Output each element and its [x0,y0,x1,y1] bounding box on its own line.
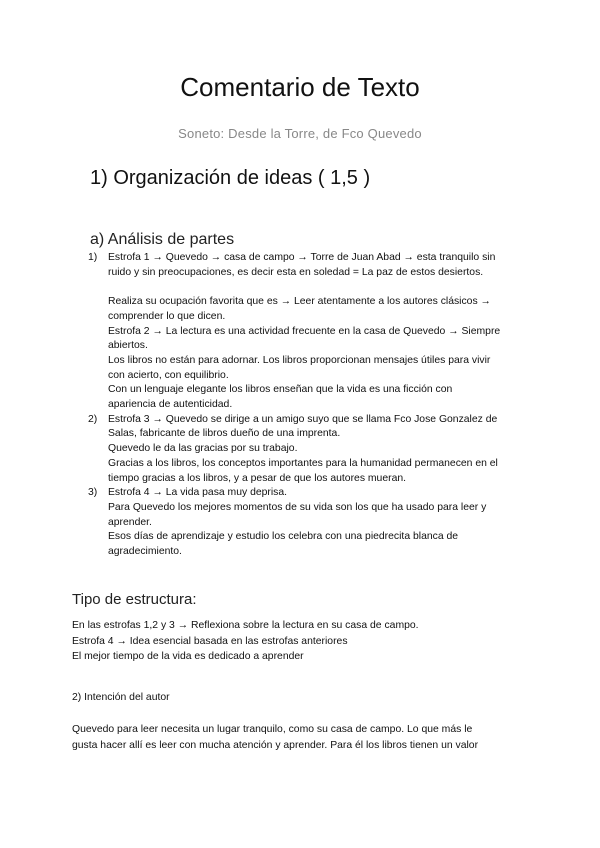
list-item [88,413,528,487]
text-line: En las estrofas 1,2 y 3 → Reflexiona sobre la lectura en su casa de campo. [72,620,419,631]
text-line: abiertos. [108,340,148,352]
text-line: Para Quevedo los mejores momentos de su vida son los que ha usado para leer y [108,501,487,513]
structure-text [72,618,542,665]
analysis-list [88,251,528,560]
text-line: Quevedo para leer necesita un lugar tranquilo, como su casa de campo. Lo que más le [72,724,473,735]
subheading-analisis: a) Análisis de partes [90,231,235,248]
document-title: Comentario de Texto [180,72,420,102]
intention-paragraph [72,722,542,754]
list-number: 3) [88,487,98,499]
text-line: Estrofa 4 → Idea esencial basada en las estrofas anteriores [72,635,348,647]
text-line: apariencia de autenticidad. [108,399,233,411]
text-line: Realiza su ocupación favorita que es → Leer atentamente a los autores clásicos → [108,296,491,308]
text-line: Estrofa 4 → La vida pasa muy deprisa. [108,487,288,499]
text-line: Esos días de aprendizaje y estudio los celebra con una piedrecita blanca de [108,531,459,543]
section-heading-organizacion: 1) Organización de ideas ( 1,5 ) [90,167,371,189]
text-line: Estrofa 2 → La lectura es una actividad frecuente en la casa de Quevedo → Siempre [108,325,501,337]
text-line: Gracias a los libros, los conceptos importantes para la humanidad permanecen en el [108,457,498,469]
intention-heading: 2) Intención del autor [72,692,170,703]
list-item [88,251,528,413]
structure-heading: Tipo de estructura: [72,591,197,608]
text-line: Con un lenguaje elegante los libros enseñan que la vida es una ficción con [108,384,453,396]
list-item [88,486,528,560]
text-line: con acierto, con equilibrio. [108,369,229,381]
text-line: comprender lo que dicen. [108,310,226,322]
text-line: Los libros no están para adornar. Los libros proporcionan mensajes útiles para vivir [108,354,491,366]
text-line: aprender. [108,516,152,528]
text-line: Salas, fabricante de libros dueño de una imprenta. [108,428,341,440]
text-line: Estrofa 1 → Quevedo → casa de campo → Torre de Juan Abad → esta tranquilo sin [108,252,496,263]
text-line: El mejor tiempo de la vida es dedicado a aprender [72,651,304,662]
blank-line [108,280,528,295]
text-line: ruido y sin preocupaciones, es decir esta en soledad = La paz de estos desiertos. [108,266,484,278]
list-number: 1) [88,252,98,263]
text-line: Estrofa 3 → Quevedo se dirige a un amigo suyo que se llama Fco Jose Gonzalez de [108,413,498,425]
text-line: tiempo gracias a los libros, y a pesar de que los autores mueran. [108,472,407,484]
text-line: gusta hacer allí es leer con mucha atención y aprender. Para él los libros tienen un valor [72,740,479,751]
text-line: Quevedo le da las gracias por su trabajo. [108,443,298,455]
document-subtitle: Soneto: Desde la Torre, de Fco Quevedo [178,126,422,141]
text-line: agradecimiento. [108,546,182,558]
list-number: 2) [88,413,98,425]
